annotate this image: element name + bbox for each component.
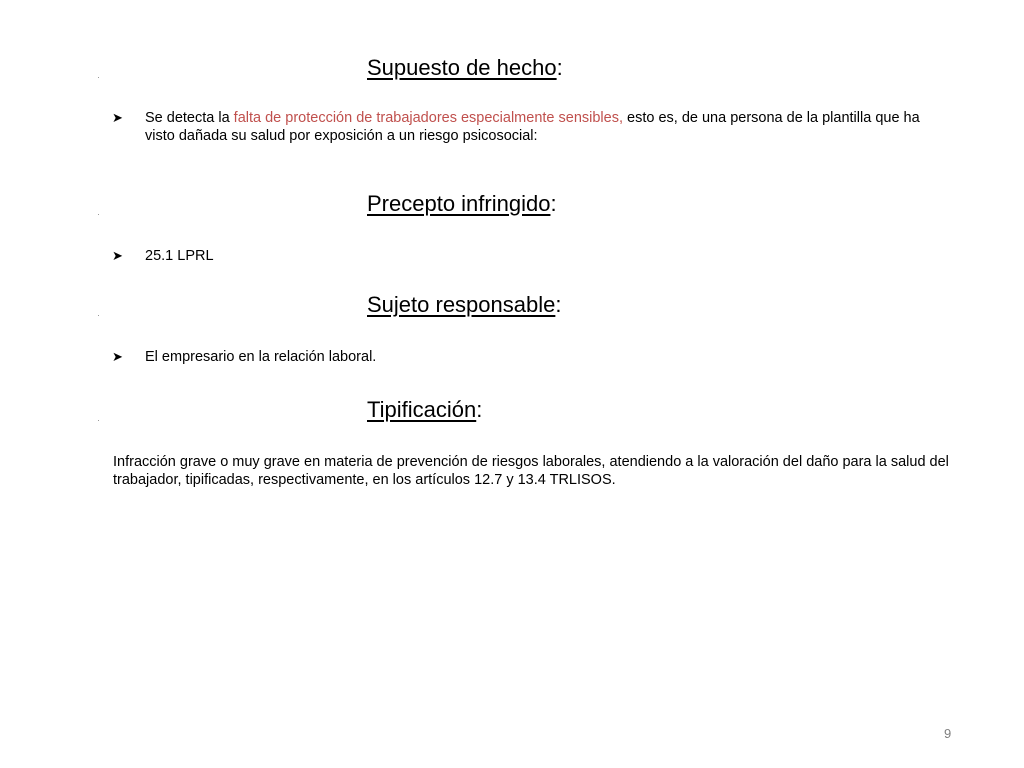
heading-colon: : xyxy=(476,397,483,422)
bullet-item-precepto xyxy=(112,247,932,265)
heading-supuesto-de-hecho xyxy=(367,55,563,81)
marker-dot xyxy=(98,214,99,215)
marker-dot xyxy=(98,315,99,316)
bullet-text xyxy=(145,109,932,145)
heading-precepto-infringido xyxy=(367,191,557,217)
tipificacion-paragraph: Infracción grave o muy grave en materia de prevención de riesgos laborales, atendiendo a la valoración del daño para la salud del trabajador, tipificadas, respectivamente, en los artículos 12.7 y 13.4 TRLISOS. xyxy=(113,454,949,488)
heading-colon: : xyxy=(555,292,562,317)
page-number: 9 xyxy=(944,726,952,741)
heading-colon: : xyxy=(556,55,563,80)
heading-text: Sujeto responsable xyxy=(367,292,556,317)
arrow-bullet-icon: ➤ xyxy=(112,349,123,364)
heading-text: Precepto infringido xyxy=(367,191,551,216)
arrow-bullet-icon: ➤ xyxy=(112,248,123,263)
heading-tipificacion xyxy=(367,397,482,423)
bullet-text: El empresario en la relación laboral. xyxy=(145,349,377,365)
heading-sujeto-responsable xyxy=(367,292,561,318)
bullet-text-after: esto es, de una persona de la plantilla que ha visto dañada su salud por exposición a un riesgo psicosocial: xyxy=(145,110,920,144)
bullet-text: 25.1 LPRL xyxy=(145,248,214,264)
bullet-item-supuesto xyxy=(112,109,932,145)
marker-dot xyxy=(98,420,99,421)
arrow-bullet-icon: ➤ xyxy=(112,110,123,125)
bullet-item-sujeto xyxy=(112,348,932,366)
heading-text: Tipificación xyxy=(367,397,477,422)
marker-dot xyxy=(98,77,99,78)
bullet-text-highlight: falta de protección de trabajadores especialmente sensibles, xyxy=(233,110,623,126)
bullet-text-before: Se detecta la xyxy=(145,110,234,126)
heading-text: Supuesto de hecho xyxy=(367,55,557,80)
heading-colon: : xyxy=(550,191,557,216)
